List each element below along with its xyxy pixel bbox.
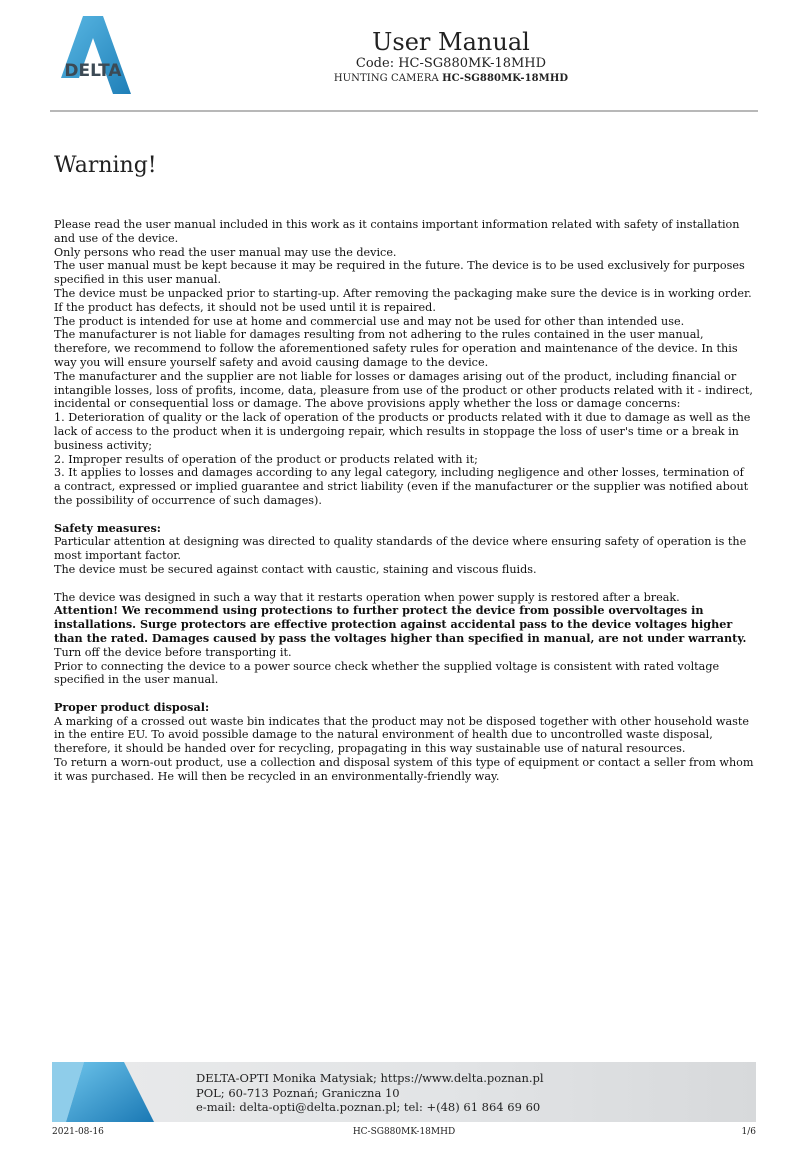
disposal-heading	[54, 701, 754, 715]
attention-text: Attention! We recommend using protections to further protect the device from possible overvoltages in installations. Surge protectors are effective protection against accidental pass to the device voltages higher than the rated. Damages caused by pass the voltages higher than specified in manual, are not under warranty.	[54, 603, 747, 645]
page-number: 1/6	[741, 1127, 756, 1137]
paragraph: The manufacturer and the supplier are not liable for losses or damages arising out of the product, including financial or intangible losses, loss of profits, income, data, pleasure from use of the product or other products related with it - indirect, incidental or consequential loss or damage. The above provisions apply whether the loss or damage concerns:	[54, 369, 753, 411]
paragraph: The device must be secured against contact with caustic, staining and viscous fluids.	[54, 562, 537, 576]
attention-paragraph	[54, 604, 754, 645]
delta-logo	[53, 14, 133, 96]
footer-model: HC-SG880MK-18MHD	[352, 1127, 456, 1137]
company-contact	[196, 1071, 544, 1115]
company-name-url: DELTA-OPTI Monika Matysiak; https://www.delta.poznan.pl	[196, 1071, 544, 1085]
header-divider	[50, 110, 758, 112]
spacer	[54, 508, 754, 522]
paragraph: Only persons who read the user manual may use the device.	[54, 245, 397, 259]
paragraph: To return a worn-out product, use a collection and disposal system of this type of equipment or contact a seller from whom it was purchased. He will then be recycled in an environmentally-friendly way.	[54, 756, 754, 783]
paragraph: Turn off the device before transporting it.	[54, 645, 292, 659]
document-header	[150, 28, 752, 86]
safety-heading	[54, 522, 754, 536]
paragraph: Please read the user manual included in this work as it contains important information related with safety of installation and use of the device.	[54, 218, 740, 245]
paragraph: Prior to connecting the device to a power source check whether the supplied voltage is consistent with rated voltage specified in the user manual.	[54, 659, 720, 687]
subtitle-model: HC-SG880MK-18MHD	[442, 73, 569, 84]
paragraph: The device must be unpacked prior to starting-up. After removing the packaging make sure the device is in working order.	[54, 286, 752, 300]
paragraph: The user manual must be kept because it may be required in the future. The device is to be used exclusively for purposes specified in this user manual.	[54, 259, 745, 287]
paragraph: The product is intended for use at home and commercial use and may not be used for other than intended use.	[54, 314, 685, 328]
paragraph: A marking of a crossed out waste bin indicates that the product may not be disposed together with other household waste in the entire EU. To avoid possible damage to the natural environment of health due to uncontrolled waste disposal, therefore, it should be handed over for recycling, propagating in this way sustainable use of natural resources.	[54, 714, 750, 756]
paragraph: 2. Improper results of operation of the product or products related with it;	[54, 452, 478, 466]
page-footer	[0, 1127, 808, 1139]
doc-title: User Manual	[372, 28, 530, 56]
subtitle-prefix: HUNTING CAMERA	[333, 73, 439, 84]
disposal-heading-text: Proper product disposal:	[54, 699, 210, 714]
company-address: POL; 60-713 Poznań; Graniczna 10	[196, 1085, 400, 1100]
paragraph: 3. It applies to losses and damages according to any legal category, including negligence and other losses, termination of a contract, expressed or implied guarantee and strict liability (even if the manufacturer or the supplier was notified about the possibility of occurrence of such damages).	[54, 466, 749, 507]
section-title: Warning!	[54, 153, 157, 178]
paragraph: The device was designed in such a way that it restarts operation when power supply is restored after a break.	[54, 590, 680, 604]
paragraph: The manufacturer is not liable for damages resulting from not adhering to the rules contained in the user manual, therefore, we recommend to follow the aforementioned safety rules for operation and maintenance of the device. In this way you will ensure yourself safety and avoid causing damage to the device.	[54, 328, 738, 369]
doc-subtitle	[150, 72, 752, 86]
paragraph: Particular attention at designing was directed to quality standards of the device where ensuring safety of operation is the most important factor.	[54, 535, 747, 563]
logo-text: DELTA	[64, 61, 122, 81]
company-email-phone: e-mail: delta-opti@delta.poznan.pl; tel: +(48) 61 864 69 60	[196, 1100, 541, 1114]
paragraph: If the product has defects, it should not be used until it is repaired.	[54, 300, 436, 314]
doc-code: Code: HC-SG880MK-18MHD	[355, 56, 547, 71]
paragraph: 1. Deterioration of quality or the lack of operation of the products or products related with it due to damage as well as the lack of access to the product when it is undergoing repair, which results in stoppage the loss of user's time or a break in business activity;	[54, 411, 751, 452]
spacer	[54, 687, 754, 701]
manual-content	[54, 218, 754, 784]
spacer	[54, 577, 754, 591]
footer-logo-shape	[52, 1062, 154, 1122]
footer-date: 2021-08-16	[52, 1127, 104, 1137]
safety-heading-text: Safety measures:	[54, 520, 161, 535]
